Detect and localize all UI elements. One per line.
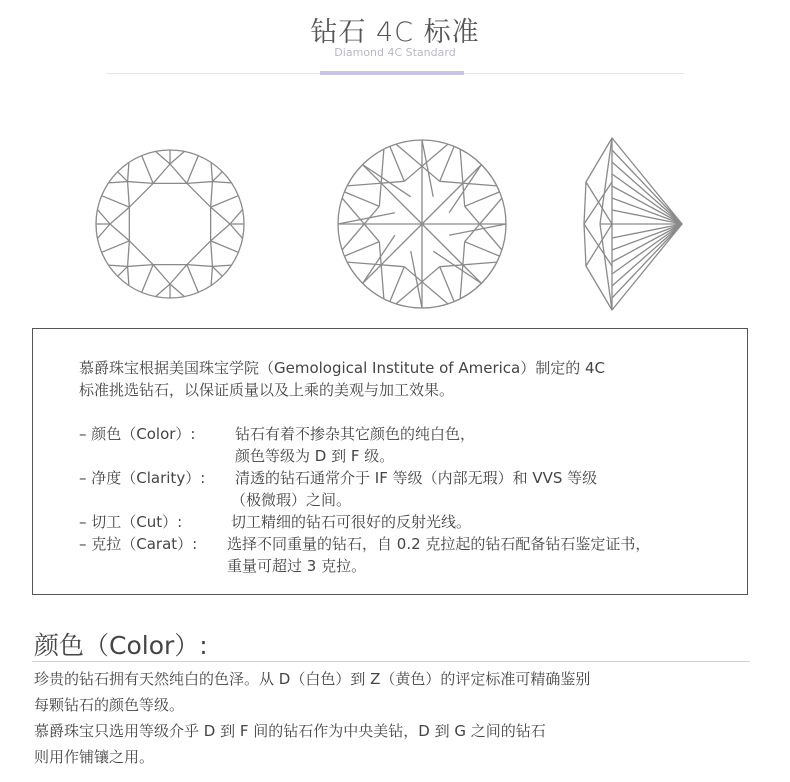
info-box xyxy=(32,328,748,595)
info-item-text: 颜色等级为 D 到 F 级。 xyxy=(235,447,395,465)
info-item-text: （极微瑕）之间。 xyxy=(231,491,352,509)
color-text-line: 每颗钻石的颜色等级。 xyxy=(34,696,185,714)
info-item-label: – 颜色（Color）: xyxy=(79,425,196,443)
color-section-title: 颜色（Color）: xyxy=(34,631,208,660)
info-item-text: 重量可超过 3 克拉。 xyxy=(227,557,367,575)
diamond-pavilion-view-icon xyxy=(334,132,510,318)
info-item-label: – 净度（Clarity）: xyxy=(79,469,206,487)
color-section-divider xyxy=(32,661,750,662)
info-item-text: 清透的钻石通常介于 IF 等级（内部无瑕）和 VVS 等级 xyxy=(235,469,598,487)
color-text-line: 珍贵的钻石拥有天然纯白的色泽。从 D（白色）到 Z（黄色）的评定标准可精确鉴别 xyxy=(34,670,591,688)
color-text-line: 则用作铺镶之用。 xyxy=(34,748,155,766)
diamond-crown-view-icon xyxy=(92,132,248,318)
info-intro xyxy=(79,357,719,401)
diamond-side-profile-icon xyxy=(578,128,688,320)
diamond-diagrams xyxy=(0,128,790,323)
info-item-text: 切工精细的钻石可很好的反射光线。 xyxy=(231,513,472,531)
color-text-line: 慕爵珠宝只选用等级介乎 D 到 F 间的钻石作为中央美钻，D 到 G 之间的钻石 xyxy=(34,722,546,740)
info-item-label: – 切工（Cut）: xyxy=(79,513,183,531)
info-item-label: – 克拉（Carat）: xyxy=(79,535,198,553)
page-header xyxy=(0,0,790,80)
header-accent-bar xyxy=(320,71,464,75)
info-item-text: 钻石有着不掺杂其它颜色的纯白色， xyxy=(235,425,476,443)
intro-line: 标准挑选钻石，以保证质量以及上乘的美观与加工效果。 xyxy=(79,381,455,399)
page-subtitle: Diamond 4C Standard xyxy=(334,46,456,59)
info-item-text: 选择不同重量的钻石，自 0.2 克拉起的钻石配备钻石鉴定证书， xyxy=(227,535,651,553)
intro-line: 慕爵珠宝根据美国珠宝学院（Gemological Institute of America）制定的 4C xyxy=(79,359,605,377)
page-title: 钻石 4C 标准 xyxy=(310,17,480,48)
color-section-text xyxy=(34,666,754,770)
